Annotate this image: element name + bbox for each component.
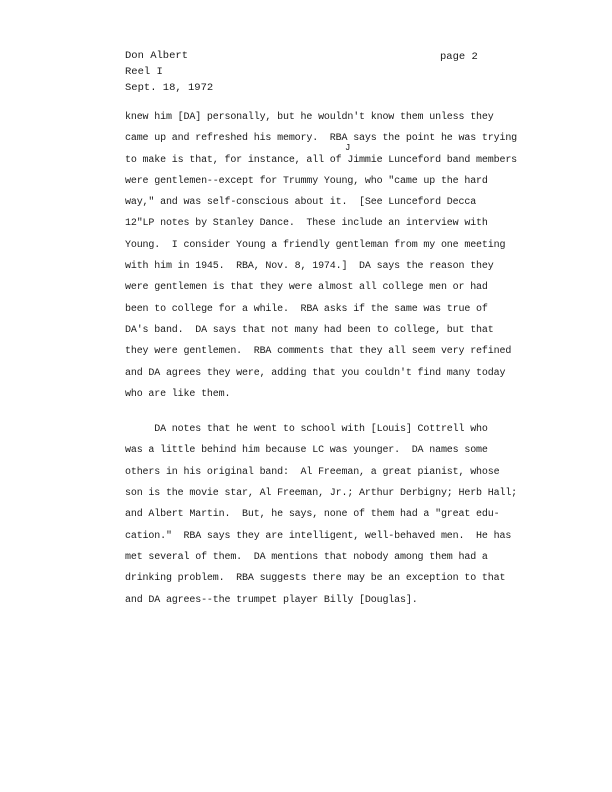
transcript-line: Young. I consider Young a friendly gentleman from my one meeting <box>125 239 506 251</box>
transcript-line: son is the movie star, Al Freeman, Jr.; Arthur Derbigny; Herb Hall; <box>125 488 518 500</box>
transcript-line: met several of them. DA mentions that nobody among them had a <box>125 551 488 563</box>
transcript-line: drinking problem. RBA suggests there may be an exception to that <box>125 573 506 585</box>
transcript-line: been to college for a while. RBA asks if the same was true of <box>125 303 488 315</box>
transcript-line: and DA agrees they were, adding that you couldn't find many today <box>125 367 506 379</box>
transcript-line: knew him [DA] personally, but he wouldn't know them unless they <box>125 112 494 123</box>
transcript-line: cation." RBA says they are intelligent, well-behaved men. He has <box>125 530 512 542</box>
transcript-paragraph <box>125 107 518 405</box>
transcript-body <box>125 107 518 611</box>
transcript-line: they were gentlemen. RBA comments that they all seem very refined <box>125 346 512 358</box>
transcript-line: was a little behind him because LC was younger. DA names some <box>125 445 488 457</box>
transcript-line: with him in 1945. RBA, Nov. 8, 1974.] DA says the reason they <box>125 261 494 273</box>
transcript-line: others in his original band: Al Freeman, a great pianist, whose <box>125 466 500 478</box>
transcript-line: and Albert Martin. But, he says, none of them had a "great edu- <box>125 509 500 521</box>
document-header <box>125 48 213 96</box>
transcript-line: and DA agrees--the trumpet player Billy [Douglas]. <box>125 594 418 606</box>
interviewee-name: Don Albert <box>125 50 189 62</box>
transcript-line: were gentlemen--except for Trummy Young, who "came up the hard <box>125 175 488 187</box>
transcript-line: DA's band. DA says that not many had been to college, but that <box>125 324 494 336</box>
transcript-line: 12"LP notes by Stanley Dance. These include an interview with <box>125 218 488 230</box>
transcript-line: DA notes that he went to school with [Louis] Cottrell who <box>125 424 488 436</box>
transcript-paragraph <box>125 419 518 611</box>
transcript-line: who are like them. <box>125 388 231 400</box>
interview-date: Sept. 18, 1972 <box>125 82 214 94</box>
transcript-line: way," and was self-conscious about it. [See Lunceford Decca <box>125 197 477 209</box>
transcript-line: to make is that, for instance, all of Jimmie Lunceford band members <box>125 154 518 166</box>
paragraph-gap <box>125 405 505 419</box>
handwritten-correction: J <box>345 143 351 153</box>
page-number: page 2 <box>440 51 478 63</box>
transcript-line: came up and refreshed his memory. RBA says the point he was trying <box>125 133 518 145</box>
reel-number: Reel I <box>125 66 163 78</box>
transcript-line: were gentlemen is that they were almost all college men or had <box>125 282 488 294</box>
